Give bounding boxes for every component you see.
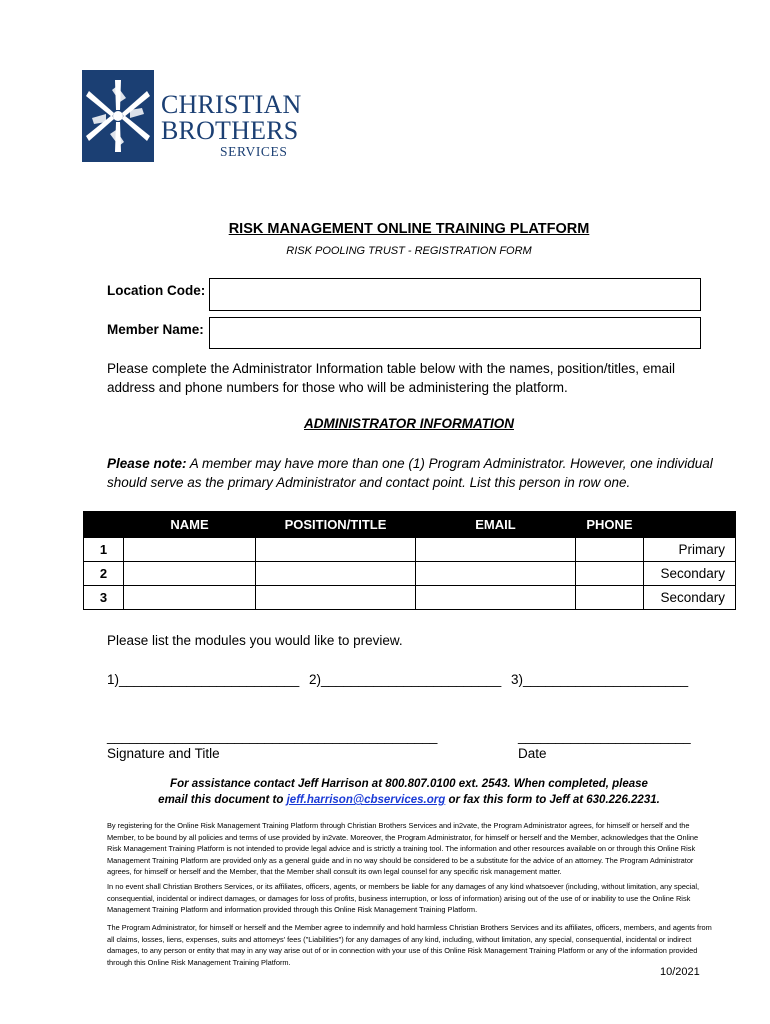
admin-table — [83, 511, 736, 610]
instructions-text: Please complete the Administrator Information table below with the names, position/titles, email address and phone numbers for those who will be administering the platform. — [107, 361, 676, 395]
member-name-field[interactable] — [209, 317, 701, 349]
document-title: RISK MANAGEMENT ONLINE TRAINING PLATFORM — [228, 221, 590, 237]
legal-paragraph-2: In no event shall Christian Brothers Services, or its affiliates, officers, agents, or members be liable for any damages of any kind whatsoever (including, without limitation, any special, consequential, incidental or indirect damages, or damages for loss of profits, business interruption, or loss of information) arising out of the use of or inability to use the Online Risk Management Training Platform and information provided through this Online Risk Management Training Platform. — [107, 882, 700, 914]
module-blank-2[interactable]: 2)________________________ — [309, 672, 502, 687]
position-cell[interactable] — [256, 538, 416, 562]
revision-date: 10/2021 — [660, 966, 700, 978]
date-label: Date — [518, 746, 547, 761]
logo-text-line1: CHRISTIAN — [161, 90, 302, 119]
role-cell: Primary — [644, 538, 736, 562]
date-line[interactable]: _______________________ — [518, 729, 691, 744]
note-text: A member may have more than one (1) Program Administrator. However, one individual should serve as the primary Administrator and contact point. List this person in row one. — [107, 456, 713, 490]
location-code-label: Location Code: — [107, 283, 206, 298]
table-header-phone: PHONE — [576, 512, 644, 538]
signature-label: Signature and Title — [107, 746, 220, 761]
table-row — [84, 586, 736, 610]
role-cell: Secondary — [644, 586, 736, 610]
table-header-role — [644, 512, 736, 538]
table-header-row — [84, 512, 736, 538]
contact-email-link[interactable]: jeff.harrison@cbservices.org — [286, 794, 446, 806]
document-subtitle: RISK POOLING TRUST - REGISTRATION FORM — [286, 245, 532, 257]
table-row — [84, 562, 736, 586]
table-header-name: NAME — [124, 512, 256, 538]
phone-cell[interactable] — [576, 562, 644, 586]
logo — [82, 70, 302, 162]
row-number: 2 — [84, 562, 124, 586]
admin-info-heading: ADMINISTRATOR INFORMATION — [304, 416, 514, 431]
table-header-position: POSITION/TITLE — [256, 512, 416, 538]
star-logo-icon — [82, 70, 154, 162]
name-cell[interactable] — [124, 586, 256, 610]
name-cell[interactable] — [124, 562, 256, 586]
location-code-field[interactable] — [209, 278, 701, 311]
position-cell[interactable] — [256, 586, 416, 610]
legal-paragraph-1: By registering for the Online Risk Management Training Platform through Christian Brothers Services and in2vate, the Program Administrator agrees, for himself or herself and the Member, to be bound by all policies and terms of use provided by in2vate. Moreover, the Program Administrator, for himself or herself and the Member, acknowledges that the Online Risk Management Training Platform is not intended to provide legal advice and is strictly a training tool. The information and other resources available on or through this Online Risk Management Training Platform are provided only as a general guide and in no way should be considered to be a substitute for the advice of an attorney. The Program Administrator agrees, for himself or herself and the Member, that the Member shall consult its own legal counsel for any specific risk management matter. — [107, 821, 699, 876]
assistance-line1: For assistance contact Jeff Harrison at 800.807.0100 ext. 2543. When completed, please — [170, 778, 648, 790]
assistance-line2 — [0, 794, 770, 806]
logo-text-line2: BROTHERS — [161, 116, 299, 145]
row-number: 1 — [84, 538, 124, 562]
assistance-line2-post: or fax this form to Jeff at 630.226.2231. — [445, 794, 660, 806]
admin-note — [107, 454, 727, 492]
table-row — [84, 538, 736, 562]
note-lead: Please note: — [107, 456, 187, 471]
signature-line[interactable]: ____________________________________________ — [107, 729, 438, 744]
name-cell[interactable] — [124, 538, 256, 562]
module-blank-1[interactable]: 1)________________________ — [107, 672, 300, 687]
logo-text-line3: SERVICES — [220, 144, 288, 159]
phone-cell[interactable] — [576, 538, 644, 562]
position-cell[interactable] — [256, 562, 416, 586]
email-cell[interactable] — [416, 538, 576, 562]
modules-prompt: Please list the modules you would like to preview. — [107, 633, 403, 648]
assistance-line2-pre: email this document to — [158, 794, 287, 806]
table-header-email: EMAIL — [416, 512, 576, 538]
phone-cell[interactable] — [576, 586, 644, 610]
role-cell: Secondary — [644, 562, 736, 586]
table-header-num — [84, 512, 124, 538]
email-cell[interactable] — [416, 562, 576, 586]
email-cell[interactable] — [416, 586, 576, 610]
row-number: 3 — [84, 586, 124, 610]
module-blank-3[interactable]: 3)______________________ — [511, 672, 689, 687]
legal-paragraph-3: The Program Administrator, for himself or herself and the Member agree to indemnify and hold harmless Christian Brothers Services and its affiliates, officers, members, and agents from all claims, losses, liens, expenses, suits and attorneys' fees ("Liabilities") for any damages of any kind, including, without limitation, any special, consequential, incidental or indirect damages, to any person or entity that may in any way arise out of or in connection with your use of this Online Risk Management Training Platform or any of the information provided through this Online Risk Management Training Platform. — [107, 923, 712, 967]
member-name-label: Member Name: — [107, 322, 204, 337]
